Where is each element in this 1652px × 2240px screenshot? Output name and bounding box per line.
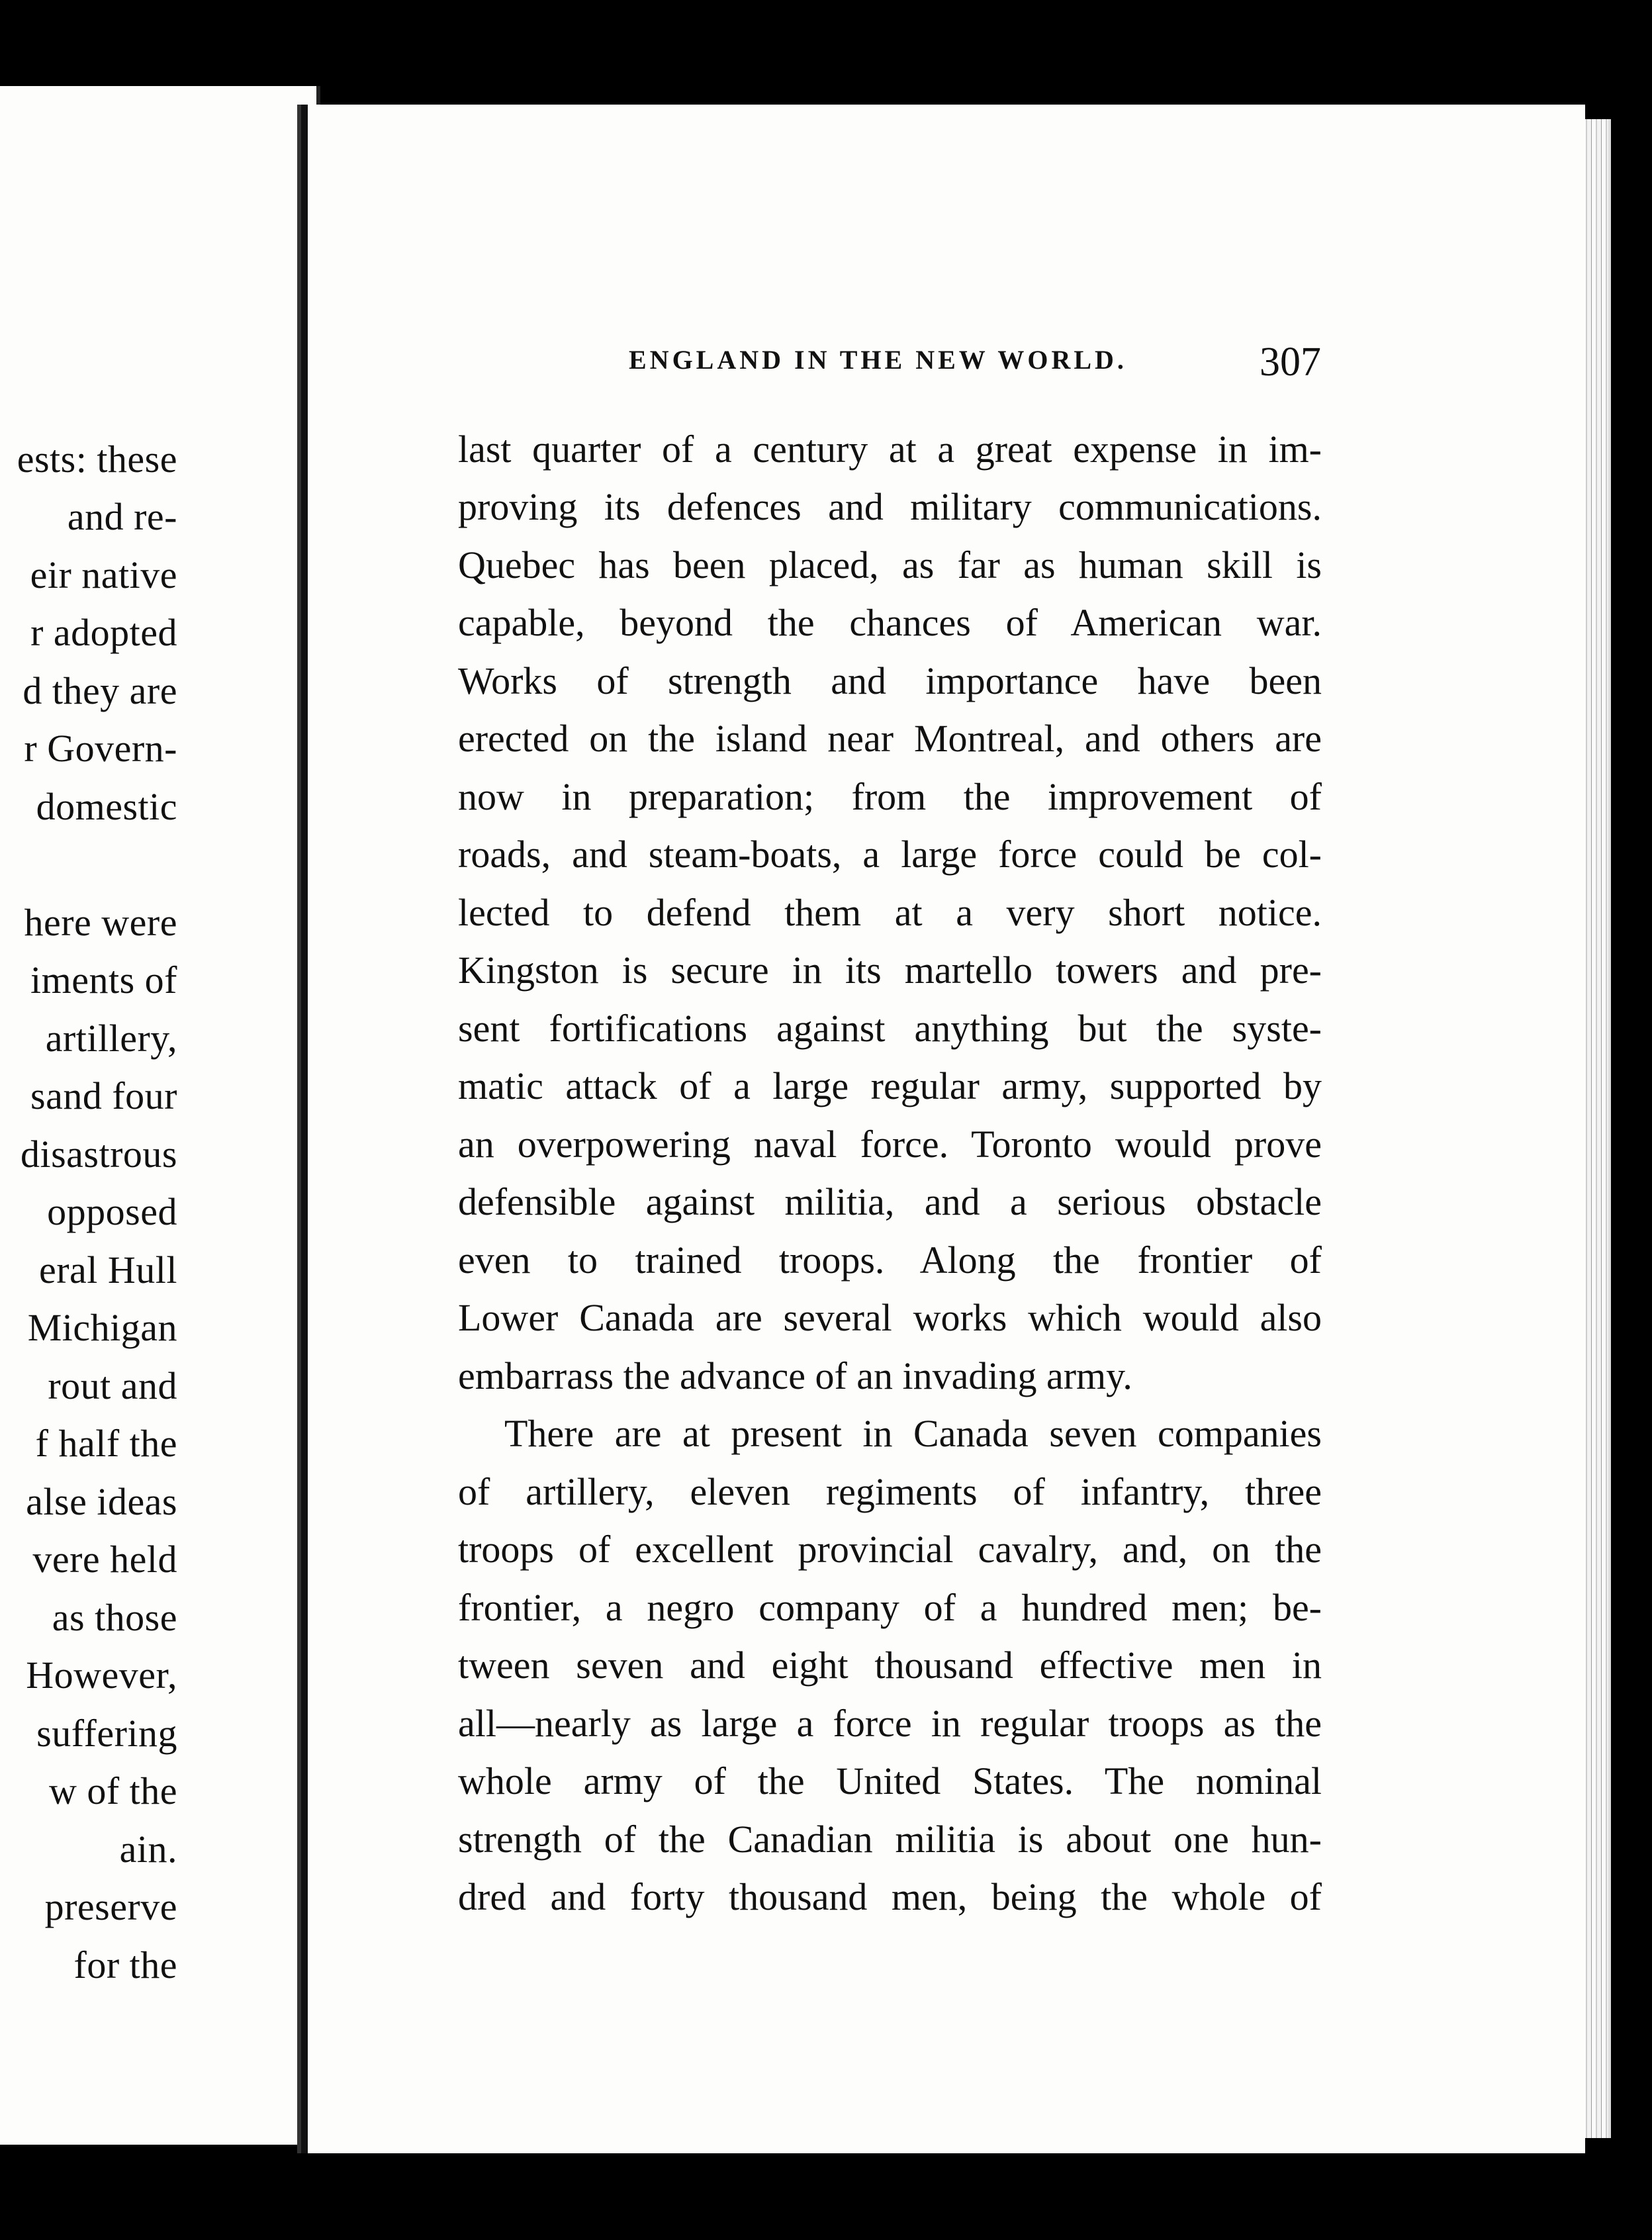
left-page-line: eral Hull (38, 1248, 177, 1291)
text-line: capable, beyond the chances of American war. (458, 601, 1322, 644)
left-page-line: as those (52, 1596, 177, 1639)
left-page (0, 86, 320, 2145)
left-page-line: eir native (30, 553, 177, 596)
text-line: troops of excellent provincial cavalry, and, on the (458, 1528, 1322, 1571)
text-line: an overpowering naval force. Toronto would prove (458, 1123, 1322, 1166)
left-page-line: sand four (30, 1074, 177, 1117)
text-line: strength of the Canadian militia is about one hun- (458, 1818, 1322, 1861)
left-page-line: ain. (119, 1828, 177, 1871)
text-line: There are at present in Canada seven companies (504, 1412, 1322, 1455)
page-number: 307 (1260, 340, 1321, 385)
left-page-line: ests: these (17, 438, 177, 481)
text-line: all—nearly as large a force in regular troops as the (458, 1702, 1322, 1745)
text-line: last quarter of a century at a great expense in im- (458, 428, 1322, 471)
left-page-line: iments of (30, 958, 177, 1002)
left-page-line: suffering (36, 1712, 177, 1755)
left-page-line: w of the (48, 1769, 177, 1812)
text-line: roads, and steam-boats, a large force could be col- (458, 833, 1322, 876)
left-page-line: alse ideas (26, 1480, 177, 1523)
text-line: of artillery, eleven regiments of infantry, three (458, 1470, 1322, 1513)
left-page-line: d they are (23, 669, 177, 712)
text-line: frontier, a negro company of a hundred men; be- (458, 1586, 1322, 1629)
left-page-line: r adopted (30, 611, 177, 654)
left-page-line: preserve (44, 1885, 177, 1928)
text-line: proving its defences and military communications. (458, 485, 1322, 528)
left-page-line: here were (24, 901, 177, 944)
text-line: matic attack of a large regular army, supported by (458, 1064, 1322, 1107)
left-page-line: Michigan (27, 1306, 177, 1349)
left-page-line: vere held (32, 1538, 177, 1581)
left-page-line: rout and (48, 1364, 177, 1407)
left-page-line: r Govern- (24, 727, 177, 770)
text-line: sent fortifications against anything but the syste- (458, 1007, 1322, 1050)
left-page-line: artillery, (45, 1017, 177, 1060)
text-line: embarrass the advance of an invading army. (458, 1354, 1132, 1397)
left-page-line: for the (73, 1943, 177, 1986)
left-page-line: domestic (36, 785, 177, 828)
running-head: ENGLAND IN THE NEW WORLD. (629, 345, 1127, 375)
text-line: erected on the island near Montreal, and others are (458, 717, 1322, 760)
text-line: whole army of the United States. The nominal (458, 1759, 1322, 1802)
left-page-line: disastrous (21, 1133, 177, 1176)
left-page-line: opposed (47, 1190, 177, 1233)
text-line: Quebec has been placed, as far as human skill is (458, 543, 1322, 586)
text-line: even to trained troops. Along the frontier of (458, 1238, 1322, 1282)
text-line: tween seven and eight thousand effective men in (458, 1644, 1322, 1687)
left-page-line: However, (26, 1654, 177, 1697)
text-line: Lower Canada are several works which would also (458, 1296, 1322, 1339)
text-line: dred and forty thousand men, being the whole of (458, 1875, 1322, 1918)
text-line: Works of strength and importance have been (458, 659, 1322, 702)
text-line: defensible against militia, and a serious obstacle (458, 1180, 1322, 1223)
text-line: now in preparation; from the improvement of (458, 775, 1322, 818)
text-line: Kingston is secure in its martello towers and pre- (458, 949, 1322, 992)
left-page-line: f half the (35, 1422, 177, 1465)
text-line: lected to defend them at a very short notice. (458, 891, 1322, 934)
left-page-line: and re- (67, 495, 177, 538)
